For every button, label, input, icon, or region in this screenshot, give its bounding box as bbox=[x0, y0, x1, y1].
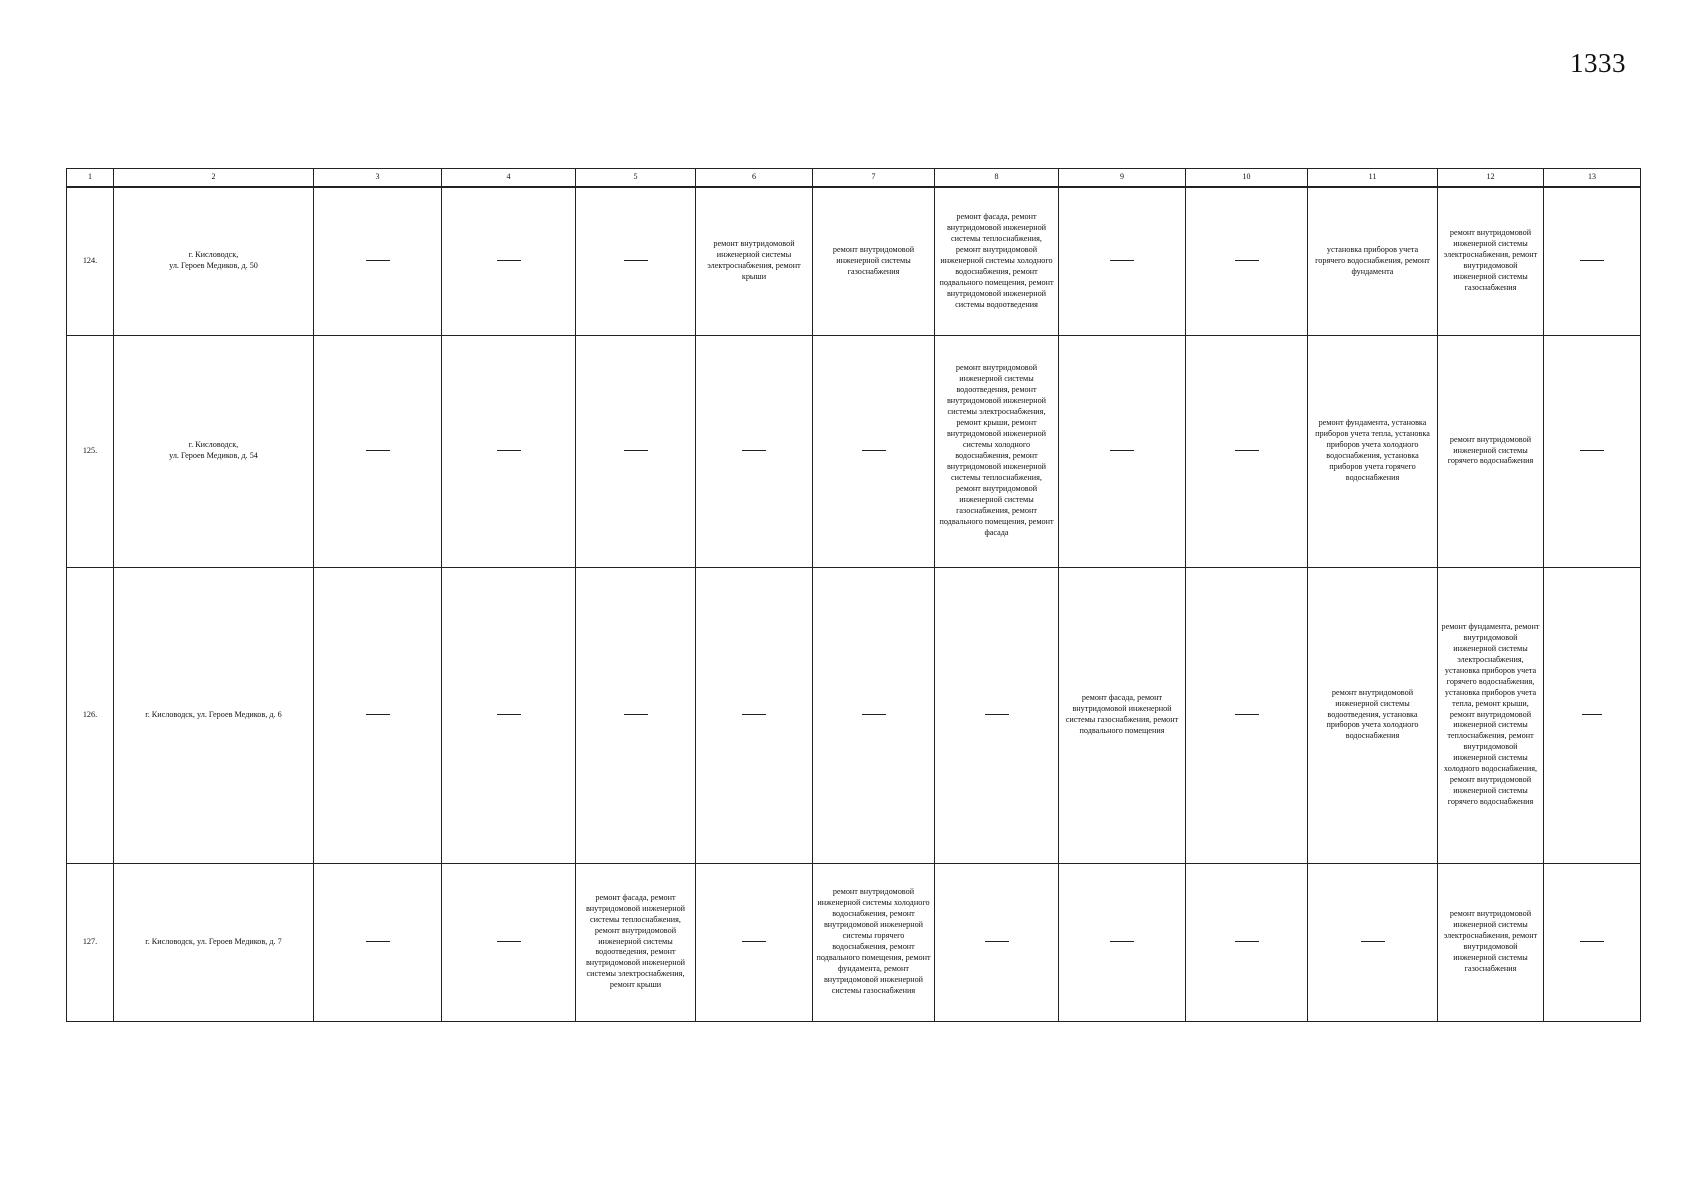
work-cell: ремонт фасада, ремонт внутридомовой инженерной системы газоснабжения, ремонт подвального помещения bbox=[1059, 567, 1186, 863]
dash-mark bbox=[1235, 260, 1259, 261]
table-cell bbox=[1544, 863, 1641, 1021]
dash-mark bbox=[1110, 941, 1134, 942]
dash-mark bbox=[624, 260, 648, 261]
dash-mark bbox=[366, 260, 390, 261]
dash-mark bbox=[366, 941, 390, 942]
row-number: 124. bbox=[67, 187, 114, 335]
dash-mark bbox=[366, 714, 390, 715]
table-cell bbox=[813, 567, 935, 863]
work-cell: установка приборов учета горячего водоснабжения, ремонт фундамента bbox=[1308, 187, 1438, 335]
table-cell bbox=[1059, 863, 1186, 1021]
work-cell: ремонт внутридомовой инженерной системы водоотведения, ремонт внутридомовой инженерной системы электроснабжения, ремонт крыши, ремонт внутридомовой инженерной системы холодного водоснабжения, ремонт внутридомовой инженерной системы теплоснабжения, ремонт внутридомовой инженерной системы газоснабжения, ремонт подвального помещения, ремонт фасада bbox=[935, 335, 1059, 567]
work-cell: ремонт внутридомовой инженерной системы водоотведения, установка приборов учета холодного водоснабжения bbox=[1308, 567, 1438, 863]
table-cell bbox=[935, 567, 1059, 863]
column-header: 7 bbox=[813, 169, 935, 188]
dash-mark bbox=[742, 450, 766, 451]
work-cell: ремонт внутридомовой инженерной системы электроснабжения, ремонт внутридомовой инженерной системы газоснабжения bbox=[1438, 863, 1544, 1021]
column-header: 13 bbox=[1544, 169, 1641, 188]
dash-mark bbox=[497, 260, 521, 261]
column-number-row bbox=[67, 169, 1641, 188]
dash-mark bbox=[1361, 941, 1385, 942]
dash-mark bbox=[497, 450, 521, 451]
address-cell bbox=[114, 335, 314, 567]
page-number: 1333 bbox=[1570, 48, 1626, 78]
column-header: 1 bbox=[67, 169, 114, 188]
column-header: 11 bbox=[1308, 169, 1438, 188]
table-cell bbox=[314, 863, 442, 1021]
work-cell: ремонт внутридомовой инженерной системы электроснабжения, ремонт внутридомовой инженерной системы газоснабжения bbox=[1438, 187, 1544, 335]
address-cell bbox=[114, 863, 314, 1021]
table-cell bbox=[813, 335, 935, 567]
column-header: 12 bbox=[1438, 169, 1544, 188]
table-row bbox=[67, 335, 1641, 567]
table-cell bbox=[1186, 187, 1308, 335]
table-cell bbox=[1544, 187, 1641, 335]
table-cell bbox=[314, 567, 442, 863]
dash-mark bbox=[1580, 941, 1604, 942]
column-header: 2 bbox=[114, 169, 314, 188]
table-cell bbox=[576, 187, 696, 335]
dash-mark bbox=[862, 714, 886, 715]
work-cell: ремонт внутридомовой инженерной системы газоснабжения bbox=[813, 187, 935, 335]
dash-mark bbox=[862, 450, 886, 451]
work-cell: ремонт внутридомовой инженерной системы горячего водоснабжения bbox=[1438, 335, 1544, 567]
address-text: г. Кисловодск, ул. Героев Медиков, д. 50 bbox=[169, 250, 258, 271]
work-cell: ремонт фундамента, ремонт внутридомовой инженерной системы электроснабжения, установка приборов учета горячего водоснабжения, установка приборов учета тепла, ремонт крыши, ремонт внутридомовой инженерной системы теплоснабжения, ремонт внутридомовой инженерной системы холодного водоснабжения, ремонт внутридомовой инженерной системы горячего водоснабжения bbox=[1438, 567, 1544, 863]
dash-mark bbox=[497, 714, 521, 715]
table-cell bbox=[314, 187, 442, 335]
dash-mark bbox=[985, 714, 1009, 715]
table-cell bbox=[1186, 567, 1308, 863]
works-schedule-table bbox=[66, 168, 1641, 1022]
table-cell bbox=[576, 567, 696, 863]
address-text: г. Кисловодск, ул. Героев Медиков, д. 54 bbox=[169, 440, 258, 460]
work-cell: ремонт фасада, ремонт внутридомовой инженерной системы теплоснабжения, ремонт внутридомовой инженерной системы холодного водоснабжения, ремонт подвального помещения, ремонт внутридомовой инженерной системы водоотведения bbox=[935, 187, 1059, 335]
table-cell bbox=[442, 335, 576, 567]
table-cell bbox=[935, 863, 1059, 1021]
work-cell: ремонт фундамента, установка приборов учета тепла, установка приборов учета холодного водоснабжения, установка приборов учета горячего водоснабжения bbox=[1308, 335, 1438, 567]
table-row bbox=[67, 567, 1641, 863]
address-cell bbox=[114, 187, 314, 335]
column-header: 4 bbox=[442, 169, 576, 188]
row-number: 125. bbox=[67, 335, 114, 567]
dash-mark bbox=[1110, 450, 1134, 451]
dash-mark bbox=[1235, 941, 1259, 942]
table-cell bbox=[314, 335, 442, 567]
column-header: 5 bbox=[576, 169, 696, 188]
table-cell bbox=[442, 187, 576, 335]
row-number: 126. bbox=[67, 567, 114, 863]
table-row bbox=[67, 863, 1641, 1021]
column-header: 9 bbox=[1059, 169, 1186, 188]
dash-mark bbox=[742, 941, 766, 942]
address-text: г. Кисловодск, ул. Героев Медиков, д. 7 bbox=[145, 936, 282, 946]
table-cell bbox=[1059, 335, 1186, 567]
dash-mark bbox=[742, 714, 766, 715]
dash-mark bbox=[624, 450, 648, 451]
table-cell bbox=[696, 863, 813, 1021]
dash-mark bbox=[366, 450, 390, 451]
column-header: 10 bbox=[1186, 169, 1308, 188]
column-header: 8 bbox=[935, 169, 1059, 188]
table-cell bbox=[696, 335, 813, 567]
table-cell bbox=[696, 567, 813, 863]
dash-mark bbox=[1235, 714, 1259, 715]
dash-mark bbox=[1235, 450, 1259, 451]
address-cell bbox=[114, 567, 314, 863]
table-cell bbox=[576, 335, 696, 567]
column-header: 3 bbox=[314, 169, 442, 188]
table-row bbox=[67, 187, 1641, 335]
table-cell bbox=[442, 567, 576, 863]
table-cell bbox=[1544, 335, 1641, 567]
address-text: г. Кисловодск, ул. Героев Медиков, д. 6 bbox=[145, 709, 282, 719]
work-cell: ремонт внутридомовой инженерной системы электроснабжения, ремонт крыши bbox=[696, 187, 813, 335]
dash-mark bbox=[1110, 260, 1134, 261]
table-cell bbox=[1059, 187, 1186, 335]
row-number: 127. bbox=[67, 863, 114, 1021]
column-header: 6 bbox=[696, 169, 813, 188]
dash-mark bbox=[624, 714, 648, 715]
dash-mark bbox=[985, 941, 1009, 942]
table-cell bbox=[1308, 863, 1438, 1021]
table-cell bbox=[1186, 335, 1308, 567]
table-cell bbox=[1544, 567, 1641, 863]
work-cell: ремонт внутридомовой инженерной системы холодного водоснабжения, ремонт внутридомовой инженерной системы горячего водоснабжения, ремонт подвального помещения, ремонт фундамента, ремонт внутридомовой инженерной системы газоснабжения bbox=[813, 863, 935, 1021]
dash-mark bbox=[1580, 260, 1604, 261]
table-cell bbox=[1186, 863, 1308, 1021]
table-cell bbox=[442, 863, 576, 1021]
dash-mark bbox=[1582, 714, 1602, 715]
work-cell: ремонт фасада, ремонт внутридомовой инженерной системы теплоснабжения, ремонт внутридомовой инженерной системы водоотведения, ремонт внутридомовой инженерной системы электроснабжения, ремонт крыши bbox=[576, 863, 696, 1021]
dash-mark bbox=[1580, 450, 1604, 451]
dash-mark bbox=[497, 941, 521, 942]
